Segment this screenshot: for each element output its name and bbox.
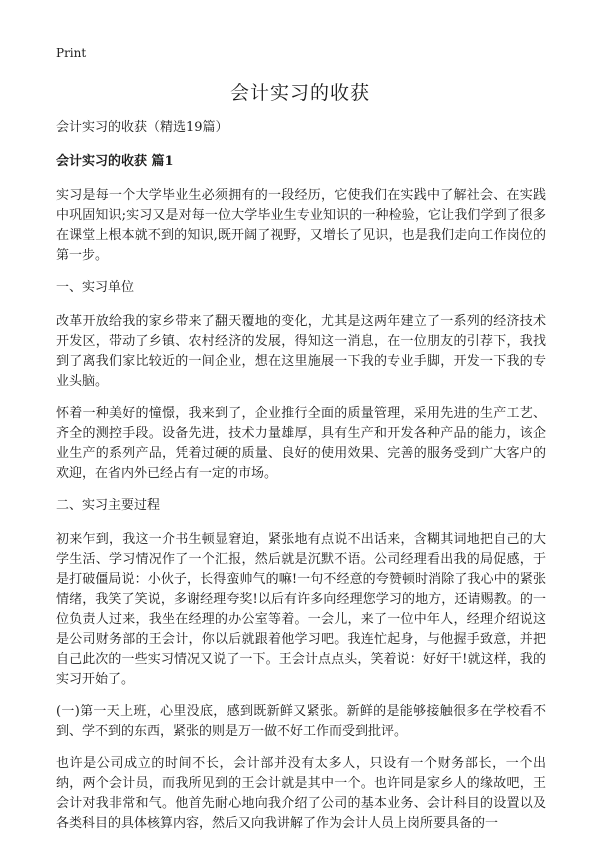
document-subtitle: 会计实习的收获（精选19篇）	[56, 120, 229, 135]
section-heading: 会计实习的收获 篇1	[56, 154, 174, 169]
document-body	[56, 118, 546, 846]
paragraph-process-3: 也许是公司成立的时间不长，会计部并没有太多人，只设有一个财务部长，一个出纳，两个会计员，而我所见到的王会计就是其中一个。也许同是家乡人的缘故吧，王会计对我非常和气。他首先耐心地向我介绍了公司的基本业务、会计科目的设置以及各类科目的具体核算内容，然后又向我讲解了作为会计人员上岗所要具备的一	[56, 756, 546, 831]
paragraph-process-2: (一)第一天上班，心里没底，感到既新鲜又紧张。新鲜的是能够接触很多在学校看不到、学不到的东西，紧张的则是万一做不好工作而受到批评。	[56, 704, 546, 739]
print-link[interactable]: Print	[56, 46, 87, 60]
heading-main-process: 二、实习主要过程	[56, 498, 161, 513]
page-title: 会计实习的收获	[229, 82, 370, 104]
paragraph-unit-2: 怀着一种美好的憧憬，我来到了，企业推行全面的质量管理，采用先进的生产工艺、齐全的测控手段。设备先进，技术力量雄厚，具有生产和开发各种产品的能力，该企业生产的系列产品，凭着过硬的质量、良好的使用效果、完善的服务受到广大客户的欢迎，在省内外已经占有一定的市场。	[56, 406, 546, 481]
paragraph-intro: 实习是每一个大学毕业生必须拥有的一段经历，它使我们在实践中了解社会、在实践中巩固知识;实习又是对每一位大学毕业生专业知识的一种检验，它让我们学到了很多在课堂上根本就不到的知识,既开阔了视野，又增长了见识，也是我们走向工作岗位的第一步。	[56, 188, 546, 263]
heading-internship-unit: 一、实习单位	[56, 280, 135, 295]
paragraph-process-1: 初来乍到，我这一介书生顿显窘迫，紧张地有点说不出话来，含糊其词地把自己的大学生活、学习情况作了一个汇报，然后就是沉默不语。公司经理看出我的局促感，于是打破僵局说：小伙子，长得蛮帅气的嘛!一句不经意的夸赞顿时消除了我心中的紧张情绪，我笑了笑说，多谢经理夸奖!以后有许多向经理您学习的地方，还请赐教。的一位负责人过来，我坐在经理的办公室等着。一会儿，来了一位中年人，经理介绍说这是公司财务部的王会计，你以后就跟着他学习吧。我连忙起身，与他握手致意，并把自己此次的一些实习情况又说了一下。王会计点点头，笑着说：好好干!就这样，我的实习开始了。	[56, 532, 546, 687]
paragraph-unit-1: 改革开放给我的家乡带来了翻天覆地的变化，尤其是这两年建立了一系列的经济技术开发区，带动了乡镇、农村经济的发展，得知这一消息，在一位朋友的引荐下，我找到了离我们家比较近的一间企业，想在这里施展一下我的专业手脚，开发一下我的专业头脑。	[56, 314, 546, 389]
